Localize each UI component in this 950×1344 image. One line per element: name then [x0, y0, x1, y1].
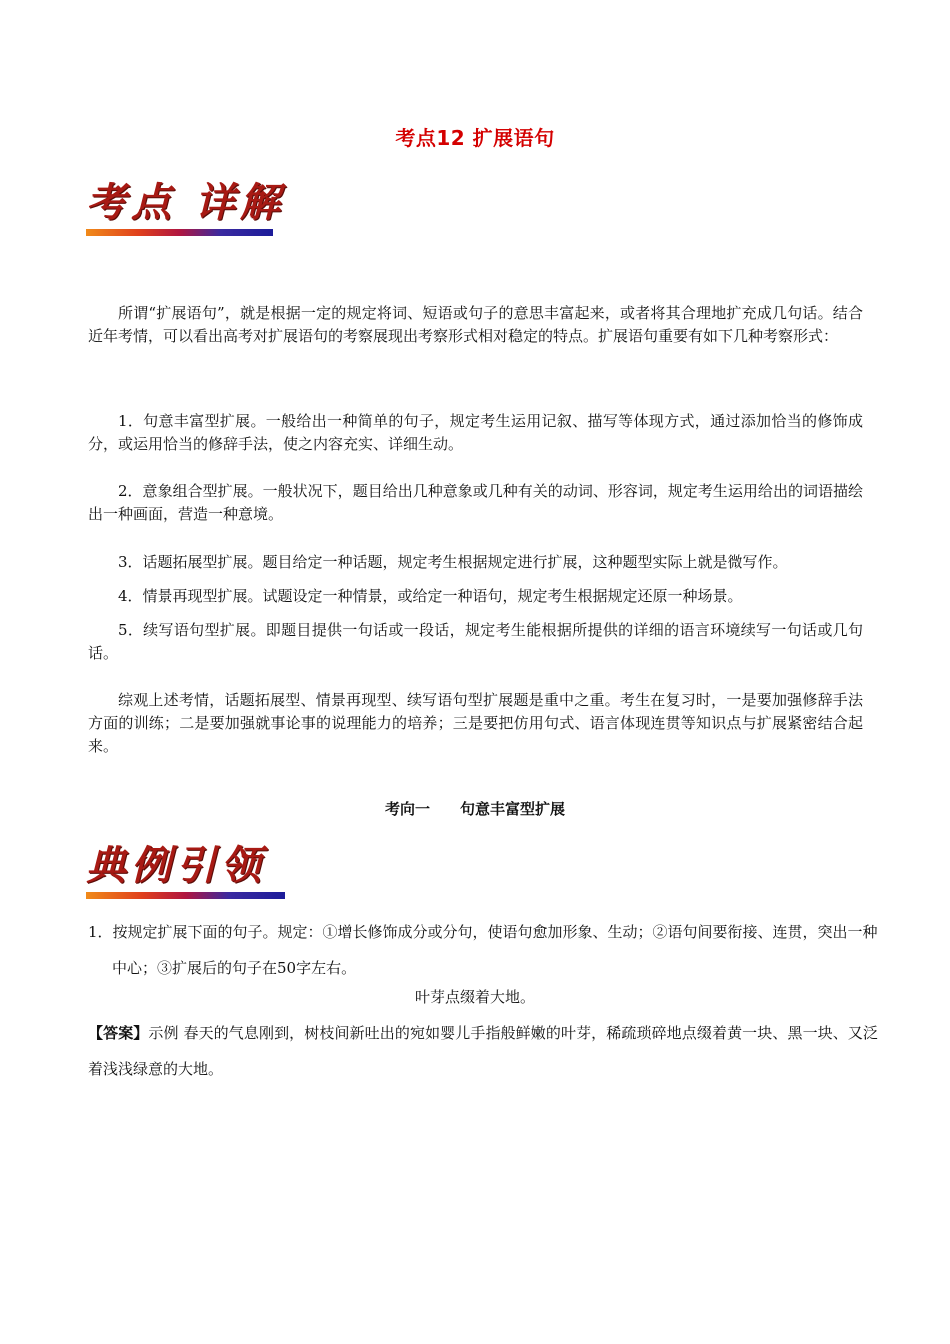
banner-text: 考点 详解: [86, 179, 285, 226]
section-subtitle: 考向一 句意丰富型扩展: [384, 800, 565, 818]
summary-paragraph: 综观上述考情，话题拓展型、情景再现型、续写语句型扩展题是重中之重。考生在复习时，一是要加强修辞手法方面的训练；二是要加强就事论事的说理能力的培养；三是要把仿用句式、语言体现连贯等知识点与扩展紧密结合起来。: [88, 691, 863, 755]
answer-text: 示例 春天的气息刚到，树枝间新吐出的宛如婴儿手指般鲜嫩的叶芽，稀疏琐碎地点缀着黄一块、黑一块、又泛着浅浅绿意的大地。: [88, 1024, 878, 1078]
section-banner-dianli: [86, 843, 285, 899]
section-banner-kaodian: [86, 180, 285, 236]
banner-underline: [86, 892, 285, 899]
list-item: 3．话题拓展型扩展。题目给定一种话题，规定考生根据规定进行扩展，这种题型实际上就是微写作。: [118, 553, 788, 571]
list-item: 1．句意丰富型扩展。一般给出一种简单的句子，规定考生运用记叙、描写等体现方式，通过添加恰当的修饰成分，或运用恰当的修辞手法，使之内容充实、详细生动。: [88, 412, 863, 453]
list-item: 4．情景再现型扩展。试题设定一种情景，或给定一种语句，规定考生根据规定还原一种场景。: [118, 587, 743, 605]
list-item: 5．续写语句型扩展。即题目提供一句话或一段话，规定考生能根据所提供的详细的语言环境续写一句话或几句话。: [88, 621, 863, 662]
answer-label: 【答案】: [88, 1024, 149, 1042]
sentence-to-expand: 叶芽点缀着大地。: [414, 988, 535, 1006]
list-item: 2．意象组合型扩展。一般状况下，题目给出几种意象或几种有关的动词、形容词，规定考生运用给出的词语描绘出一种画面，营造一种意境。: [88, 482, 863, 523]
page-title: 考点12 扩展语句: [395, 126, 555, 150]
banner-text: 典例引领: [86, 842, 266, 889]
question-text: 1．按规定扩展下面的句子。规定：①增长修饰成分或分句，使语句愈加形象、生动；②语句间要衔接、连贯，突出一种中心；③扩展后的句子在50字左右。: [88, 923, 878, 977]
answer-block: [88, 1015, 878, 1087]
banner-underline: [86, 229, 273, 236]
intro-paragraph: 所谓“扩展语句”，就是根据一定的规定将词、短语或句子的意思丰富起来，或者将其合理地扩充成几句话。结合近年考情，可以看出高考对扩展语句的考察展现出考察形式相对稳定的特点。扩展语句重要有如下几种考察形式：: [88, 304, 863, 345]
